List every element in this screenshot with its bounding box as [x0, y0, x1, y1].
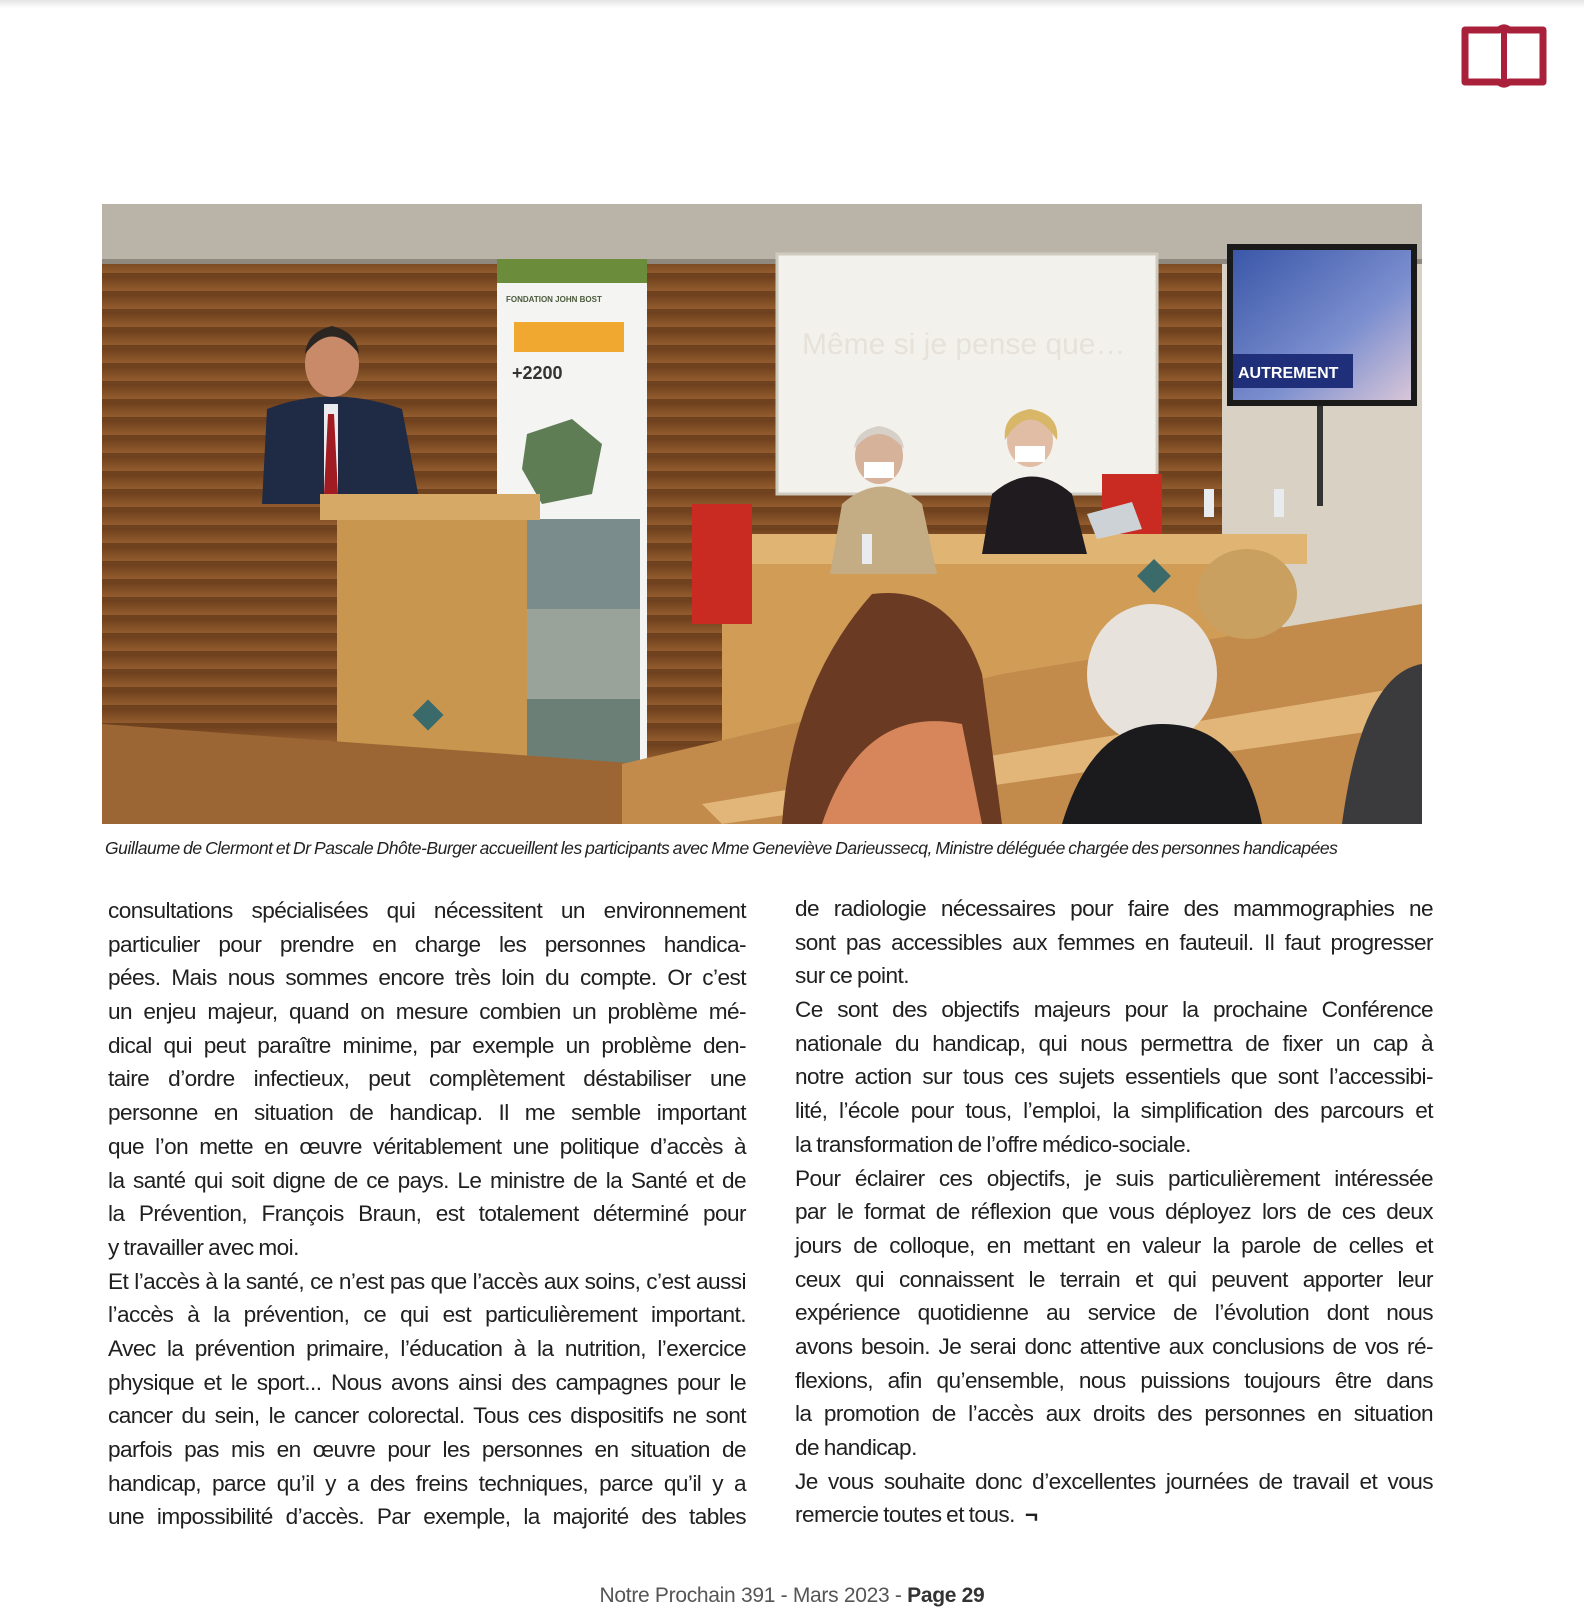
text-line: Pour éclairer ces objectifs, je suis particulièrement intéressée — [795, 1165, 1433, 1191]
text-line: sont pas accessibles aux femmes en fauteuil. Il faut progresser — [795, 929, 1433, 955]
text-line: sur ce point. — [795, 963, 909, 989]
text-line: taire d’ordre infectieux, peut complètement déstabiliser une — [108, 1066, 746, 1092]
text-line: consultations spécialisées qui nécessitent un environnement — [108, 898, 746, 923]
text-line: parfois pas mis en œuvre pour les personnes en situation de — [108, 1437, 746, 1462]
text-line: personne en situation de handicap. Il me semble important — [108, 1100, 746, 1126]
page-edge — [0, 0, 1584, 8]
last-text-line — [795, 1498, 1433, 1532]
text-line: un enjeu majeur, quand on mesure combien un problème mé- — [108, 999, 746, 1025]
text-line: Ce sont des objectifs majeurs pour la prochaine Conférence — [795, 997, 1433, 1023]
end-of-article-mark: ¬ — [1024, 1502, 1038, 1528]
text-line: l’accès à la prévention, ce qui est particulièrement important. — [108, 1302, 746, 1328]
text-line: avons besoin. Je serai donc attentive aux conclusions de vos ré- — [795, 1333, 1433, 1359]
text-line: Je vous souhaite donc d’excellentes journées de travail et vous — [795, 1468, 1433, 1494]
text-line: Avec la prévention primaire, l’éducation à la nutrition, l’exercice — [108, 1335, 746, 1361]
text-line: expérience quotidienne au service de l’évolution dont nous — [795, 1300, 1433, 1326]
page-footer — [0, 1584, 1584, 1608]
text-line: dical qui peut paraître minime, par exemple un problème den- — [108, 1032, 746, 1058]
text-line: particulier pour prendre en charge les personnes handica- — [108, 931, 746, 957]
text-line: Et l’accès à la santé, ce n’est pas que l’accès aux soins, c’est aussi — [108, 1268, 746, 1294]
text-line: y travailler avec moi. — [108, 1234, 299, 1260]
text-line: de handicap. — [795, 1435, 917, 1460]
text-line: handicap, parce qu’il y a des freins techniques, parce qu’il y a — [108, 1470, 746, 1496]
article-column-right — [795, 892, 1433, 1532]
text-line: la promotion de l’accès aux droits des personnes en situation — [795, 1401, 1433, 1427]
text-line: lité, l’école pour tous, l’emploi, la simplification des parcours et — [795, 1098, 1433, 1124]
article-column-left — [108, 894, 746, 1534]
page-number: Page 29 — [907, 1584, 985, 1607]
banner-header: FONDATION JOHN BOST — [506, 295, 602, 304]
text-line: une impossibilité d’accès. Par exemple, la majorité des tables — [108, 1504, 746, 1530]
text-line: flexions, afin qu’ensemble, nous puissions toujours être dans — [795, 1367, 1433, 1393]
text-line: de radiologie nécessaires pour faire des mammographies ne — [795, 896, 1433, 921]
banner-stat: +2200 — [512, 363, 563, 383]
text-line: la Prévention, François Braun, est totalement déterminé pour — [108, 1201, 746, 1227]
text-line: la santé qui soit digne de ce pays. Le ministre de la Santé et de — [108, 1167, 746, 1193]
event-photo — [102, 204, 1422, 824]
photo-caption: Guillaume de Clermont et Dr Pascale Dhôte-Burger accueillent les participants avec Mme Geneviève Darieussecq, Ministre déléguée chargée des personnes handicapées — [105, 838, 1338, 858]
text-line: ceux qui connaissent le terrain et qui peuvent apporter leur — [795, 1266, 1433, 1292]
svg-text:Même si je pense que…: Même si je pense que… — [802, 328, 1126, 361]
text-line: que l’on mette en œuvre véritablement une politique d’accès à — [108, 1133, 746, 1159]
text-line: pées. Mais nous sommes encore très loin du compte. Or c’est — [108, 965, 746, 991]
text-line: la transformation de l’offre médico-sociale. — [795, 1131, 1191, 1157]
text-line: nationale du handicap, qui nous permettra de fixer un cap à — [795, 1030, 1433, 1056]
text-line: notre action sur tous ces sujets essentiels que sont l’accessibi- — [795, 1064, 1433, 1090]
text-line: par le format de réflexion que vous déployez lors de ces deux — [795, 1199, 1433, 1225]
text-line: cancer du sein, le cancer colorectal. Tous ces dispositifs ne sont — [108, 1403, 746, 1429]
screen-text: AUTREMENT — [1238, 365, 1339, 382]
book-icon — [1460, 22, 1548, 88]
text-line: remercie toutes et tous. — [795, 1502, 1015, 1528]
text-line: physique et le sport... Nous avons ainsi des campagnes pour le — [108, 1369, 746, 1395]
magazine-issue: Notre Prochain 391 - Mars 2023 - — [599, 1584, 908, 1607]
text-line: jours de colloque, en mettant en valeur la parole de celles et — [795, 1232, 1433, 1258]
